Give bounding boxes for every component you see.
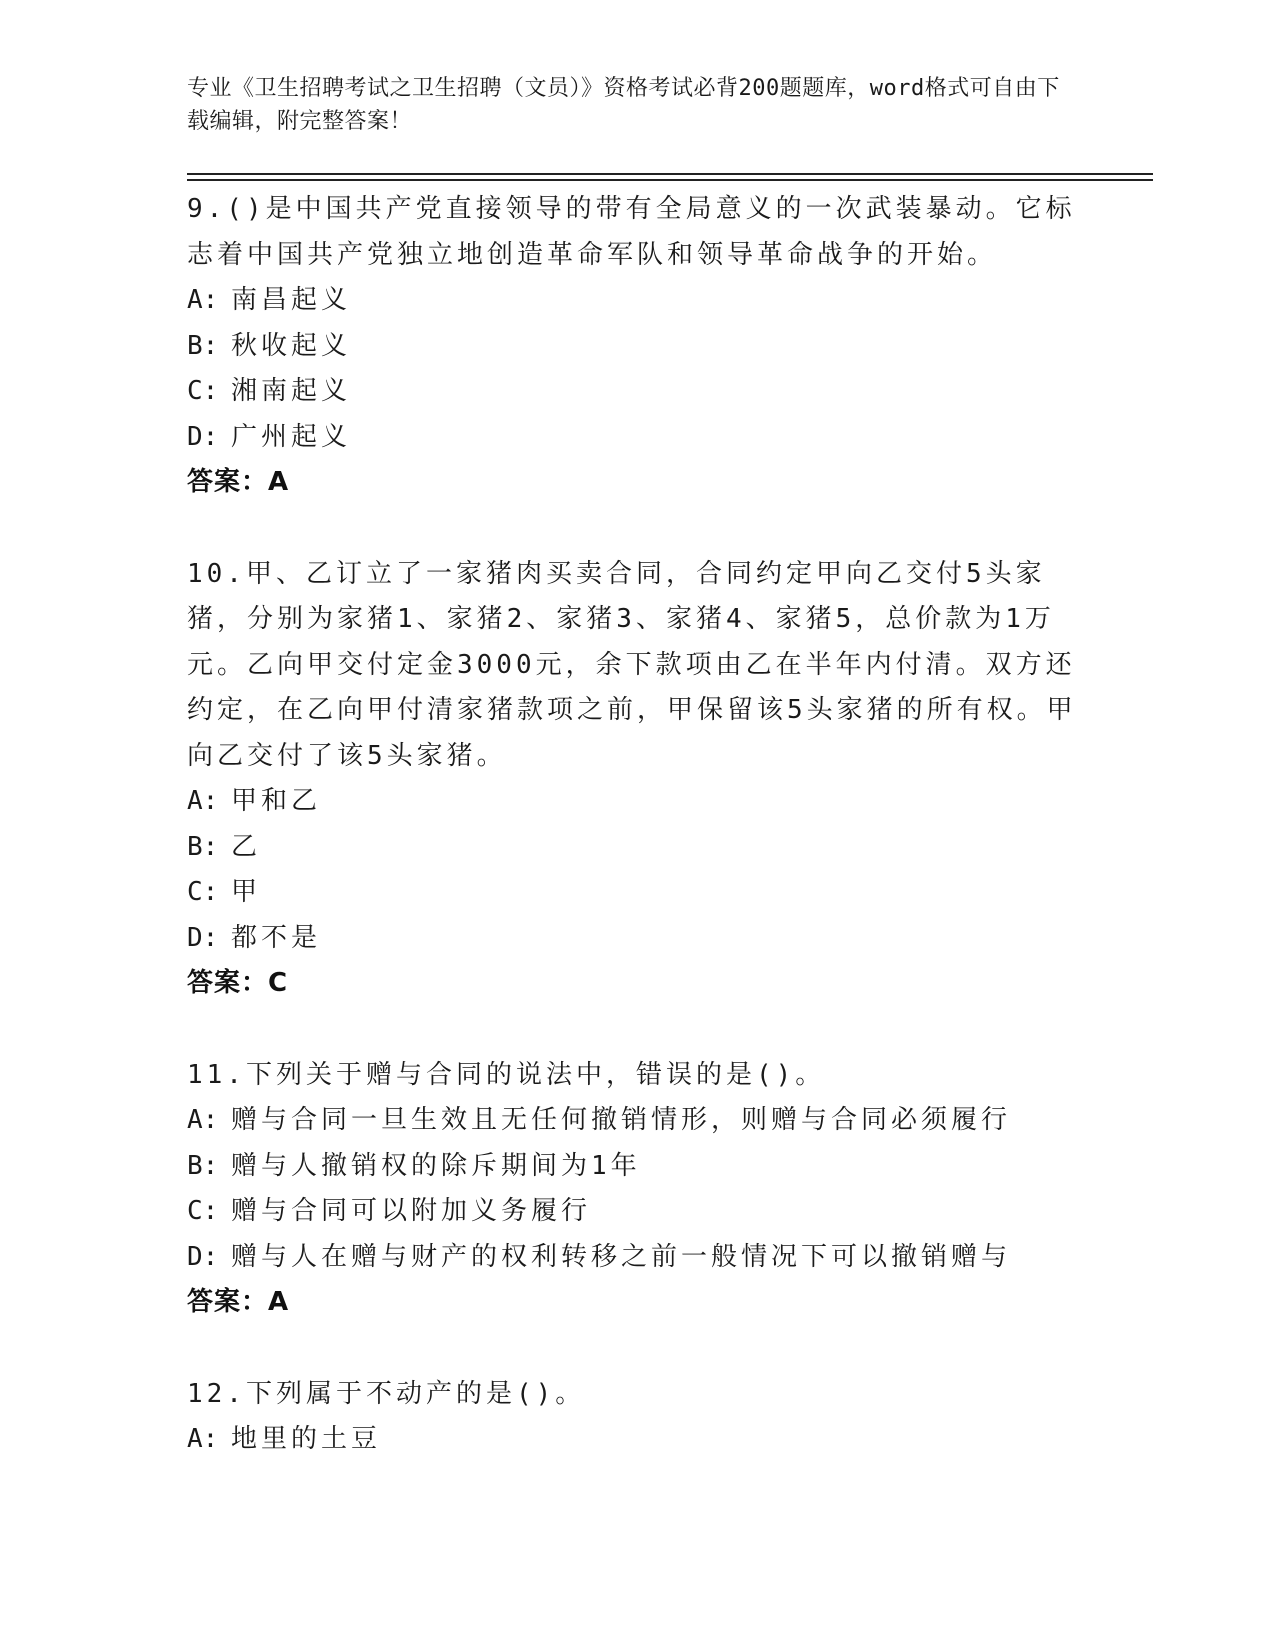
option-text: 甲 <box>231 877 262 907</box>
option-b <box>187 1144 1087 1190</box>
question-spacer <box>187 506 1087 552</box>
option-c <box>187 1189 1087 1235</box>
option-text: 湘南起义 <box>231 376 352 406</box>
option-d <box>187 1235 1087 1281</box>
option-b <box>187 324 1087 370</box>
option-text: 秋收起义 <box>231 330 352 361</box>
question-spacer <box>187 1326 1087 1372</box>
option-key: A: <box>187 285 219 315</box>
option-text: 甲和乙 <box>231 786 322 816</box>
option-key: C: <box>187 877 219 907</box>
document-header: 专业《卫生招聘考试之卫生招聘（文员）》资格考试必背200题题库，word格式可自由下载编辑，附完整答案！ <box>187 76 1060 134</box>
option-text: 赠与合同一旦生效且无任何撤销情形，则赠与合同必须履行 <box>231 1105 1012 1135</box>
option-key: D: <box>187 421 219 452</box>
option-key: A: <box>187 786 219 816</box>
option-key: A: <box>187 1105 219 1135</box>
option-d <box>187 415 1087 461</box>
header-divider-bottom <box>187 179 1153 181</box>
option-key: A: <box>187 1424 219 1454</box>
option-text: 地里的土豆 <box>231 1424 382 1454</box>
option-c <box>187 369 1087 415</box>
option-text: 乙 <box>231 831 262 862</box>
option-key: D: <box>187 922 219 953</box>
question-spacer <box>187 1007 1087 1053</box>
option-text: 广州起义 <box>231 421 352 452</box>
option-key: C: <box>187 376 219 406</box>
option-a <box>187 779 1087 825</box>
option-c <box>187 870 1087 916</box>
option-a <box>187 1417 1087 1463</box>
answer-line: 答案：A <box>187 1287 290 1317</box>
option-a <box>187 1098 1087 1144</box>
option-key: D: <box>187 1241 219 1272</box>
option-text: 赠与人撤销权的除斥期间为1年 <box>231 1150 641 1181</box>
question-stem: 11.下列关于赠与合同的说法中，错误的是()。 <box>187 1059 826 1090</box>
header-divider-top <box>187 173 1153 175</box>
question-stem: 9.()是中国共产党直接领导的带有全局意义的一次武装暴动。它标志着中国共产党独立地创造革命军队和领导革命战争的开始。 <box>187 194 1076 270</box>
option-key: C: <box>187 1196 219 1226</box>
option-key: B: <box>187 1150 219 1181</box>
option-text: 都不是 <box>231 922 322 953</box>
option-text: 赠与合同可以附加义务履行 <box>231 1196 592 1226</box>
question-list <box>187 187 1087 1463</box>
option-d <box>187 916 1087 962</box>
question-stem: 10.甲、乙订立了一家猪肉买卖合同，合同约定甲向乙交付5头家猪，分别为家猪1、家猪2、家猪3、家猪4、家猪5，总价款为1万元。乙向甲交付定金3000元，余下款项由乙在半年内付清。双方还约定，在乙向甲付清家猪款项之前，甲保留该5头家猪的所有权。甲向乙交付了该5头家猪。 <box>187 558 1077 771</box>
answer-line: 答案：C <box>187 968 289 998</box>
option-text: 南昌起义 <box>231 285 352 315</box>
answer-line: 答案：A <box>187 467 290 497</box>
option-key: B: <box>187 831 219 862</box>
question-stem: 12.下列属于不动产的是()。 <box>187 1378 586 1409</box>
option-key: B: <box>187 330 219 361</box>
option-a <box>187 278 1087 324</box>
option-b <box>187 825 1087 871</box>
question-12 <box>187 1372 1087 1463</box>
question-11 <box>187 1053 1087 1326</box>
question-10 <box>187 552 1087 1007</box>
question-9 <box>187 187 1087 506</box>
option-text: 赠与人在赠与财产的权利转移之前一般情况下可以撤销赠与 <box>231 1241 1012 1272</box>
